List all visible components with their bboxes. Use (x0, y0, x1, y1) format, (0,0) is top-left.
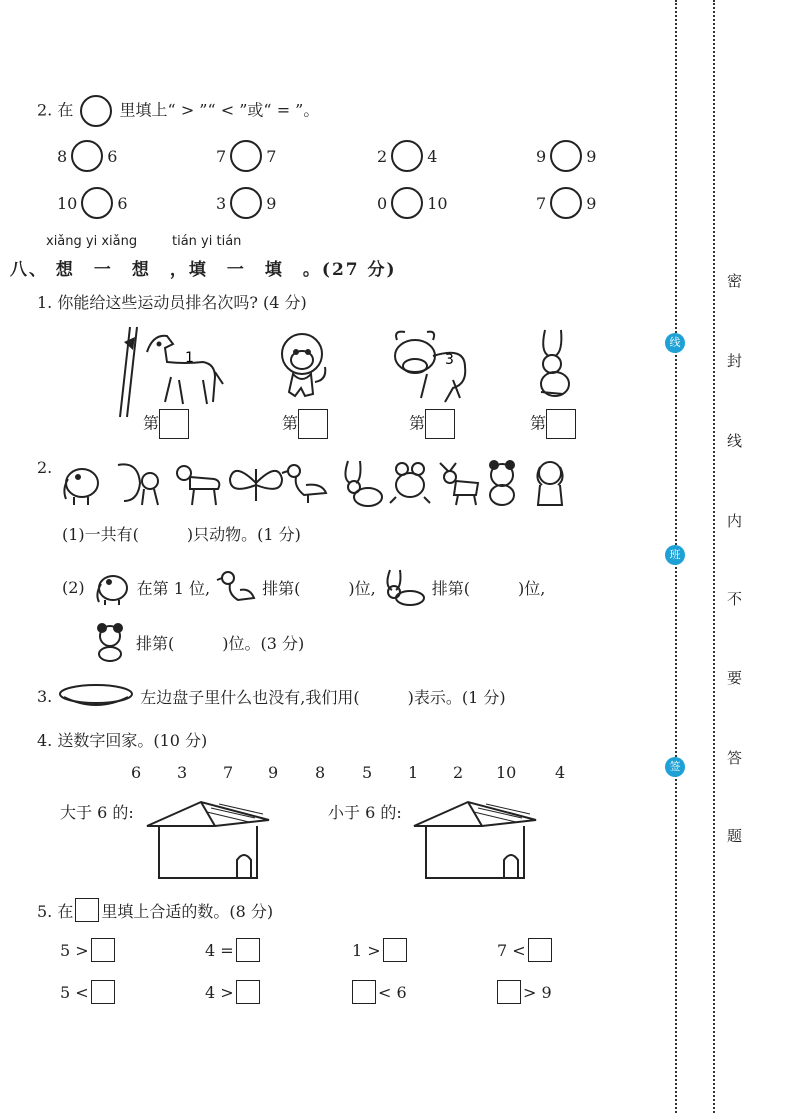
s8q3 (37, 683, 506, 709)
elephant-icon (64, 469, 98, 505)
rank-box[interactable] (546, 409, 576, 439)
cmp-right: 9 (586, 146, 597, 166)
duck-icon (282, 465, 326, 503)
fill-item[interactable] (205, 938, 260, 962)
number-item[interactable]: 5 (362, 763, 373, 782)
panda-icon (90, 622, 130, 662)
marker-3: 签 (665, 757, 685, 777)
panda-icon (490, 461, 514, 505)
compare-item[interactable] (216, 140, 276, 172)
pinyin-xiang: xiǎng yi xiǎng (46, 234, 138, 249)
cow-icon (395, 332, 465, 402)
seal-char-1: 密 (727, 272, 743, 290)
rank-box[interactable] (159, 409, 189, 439)
cmp-left: 9 (536, 146, 547, 166)
q2-title-suffix: 里填上“ > ”“ < ”或“ = ”。 (119, 100, 320, 120)
butterfly-icon (230, 469, 282, 501)
rank-label: 第 (409, 413, 426, 433)
cmp-left: 3 (216, 193, 227, 213)
answer-circle[interactable] (391, 187, 423, 219)
rabbit-icon (382, 568, 426, 606)
number-item[interactable]: 6 (131, 763, 142, 782)
answer-circle[interactable] (550, 187, 582, 219)
less-than-6-label: 小于 6 的: (328, 803, 402, 822)
sub2-c: 排第( )位, (431, 578, 546, 598)
square-icon (75, 898, 99, 922)
monkey-icon (282, 334, 325, 396)
compare-item[interactable] (57, 140, 117, 172)
rank-slot[interactable] (530, 409, 576, 439)
compare-item[interactable] (57, 187, 128, 219)
answer-box[interactable] (497, 980, 521, 1004)
cmp-right: 6 (107, 146, 118, 166)
s8q5-prefix: 5. 在 (37, 901, 74, 921)
binding-line-outer (713, 0, 715, 1113)
rank-label: 第 (282, 413, 299, 433)
fill-left: 4 > (205, 982, 234, 1002)
rabbit-icon (345, 461, 382, 506)
fill-left: 5 < (60, 982, 89, 1002)
cmp-right: 7 (266, 146, 277, 166)
fill-item[interactable] (205, 980, 260, 1004)
squirrel-icon (118, 464, 158, 505)
answer-box[interactable] (236, 938, 260, 962)
rank-box[interactable] (425, 409, 455, 439)
fill-left: 5 > (60, 940, 89, 960)
s8q2-sub2-cont (90, 622, 304, 662)
answer-box[interactable] (91, 980, 115, 1004)
cmp-right: 9 (266, 193, 277, 213)
answer-box[interactable] (352, 980, 376, 1004)
sub2-prefix: (2) (62, 577, 85, 597)
sub2-b: 排第( )位, (262, 578, 376, 598)
answer-box[interactable] (91, 938, 115, 962)
number-item[interactable]: 3 (177, 763, 188, 782)
s8q2-label: 2. (37, 458, 53, 477)
seal-char-4: 内 (727, 512, 743, 530)
house-icon[interactable] (412, 798, 542, 880)
compare-item[interactable] (377, 187, 448, 219)
sub2-d: 排第( )位。(3 分) (136, 633, 305, 653)
cmp-left: 10 (57, 193, 78, 213)
number-item[interactable]: 2 (453, 763, 464, 782)
s8q5-suffix: 里填上合适的数。(8 分) (101, 901, 274, 921)
s8q3-label: 3. (37, 686, 53, 706)
answer-circle[interactable] (81, 187, 113, 219)
elephant-icon (91, 568, 131, 606)
sub2-a: 在第 1 位, (136, 578, 211, 598)
rabbit-icon (541, 330, 569, 396)
s8q4-title: 4. 送数字回家。(10 分) (37, 731, 208, 750)
answer-circle[interactable] (71, 140, 103, 172)
fill-item[interactable] (60, 938, 115, 962)
cmp-left: 8 (57, 146, 68, 166)
number-item[interactable]: 4 (555, 763, 566, 782)
animal-row (58, 455, 578, 510)
q2-title-prefix: 2. 在 (37, 100, 74, 120)
dog-icon (537, 462, 562, 505)
compare-item[interactable] (377, 140, 437, 172)
compare-item[interactable] (536, 187, 596, 219)
s8q1-title: 1. 你能给这些运动员排名次吗? (4 分) (37, 293, 307, 312)
s8q2-sub1: (1)一共有( )只动物。(1 分) (62, 525, 301, 544)
cow-number: 3 (445, 352, 454, 368)
marker-1: 线 (665, 333, 685, 353)
answer-box[interactable] (528, 938, 552, 962)
duck-icon (216, 568, 256, 606)
number-item[interactable]: 7 (223, 763, 234, 782)
fill-right: > 9 (523, 982, 552, 1002)
answer-circle[interactable] (230, 187, 262, 219)
answer-circle[interactable] (391, 140, 423, 172)
goat-icon (440, 463, 478, 505)
number-item[interactable]: 8 (315, 763, 326, 782)
seal-char-2: 封 (727, 352, 743, 370)
compare-item[interactable] (216, 187, 276, 219)
cmp-right: 9 (586, 193, 597, 213)
cmp-right: 10 (427, 193, 448, 213)
fill-left: 1 > (352, 940, 381, 960)
cmp-right: 4 (427, 146, 438, 166)
fill-right: < 6 (378, 982, 407, 1002)
plate-icon (58, 683, 134, 709)
horse-number: 1 (185, 350, 194, 366)
marker-2: 班 (665, 545, 685, 565)
fill-item[interactable] (352, 980, 407, 1004)
rank-label: 第 (530, 413, 547, 433)
fill-item[interactable] (497, 938, 552, 962)
horse-icon (177, 466, 219, 505)
house-icon[interactable] (145, 798, 275, 880)
answer-circle[interactable] (230, 140, 262, 172)
pinyin-tian: tián yi tián (172, 234, 242, 249)
frog-icon (390, 463, 430, 503)
s8q3-text: 左边盘子里什么也没有,我们用( )表示。(1 分) (140, 687, 506, 707)
answer-circle[interactable] (550, 140, 582, 172)
rank-box[interactable] (298, 409, 328, 439)
greater-than-6-label: 大于 6 的: (60, 803, 134, 822)
number-item[interactable]: 9 (268, 763, 279, 782)
number-item[interactable]: 1 (408, 763, 419, 782)
cmp-right: 6 (117, 193, 128, 213)
seal-char-5: 不 (727, 590, 743, 608)
compare-item[interactable] (536, 140, 596, 172)
cmp-left: 0 (377, 193, 388, 213)
horse-icon (147, 336, 223, 404)
s8q5-title (37, 898, 273, 922)
cmp-left: 7 (216, 146, 227, 166)
flag-icon (120, 327, 137, 417)
fill-left: 4 = (205, 940, 234, 960)
rank-slot[interactable] (409, 409, 455, 439)
fill-item[interactable] (60, 980, 115, 1004)
rank-slot[interactable] (143, 409, 189, 439)
seal-char-8: 题 (727, 827, 743, 845)
q2-title (37, 95, 319, 127)
seal-char-7: 答 (727, 749, 743, 767)
rank-label: 第 (143, 413, 160, 433)
circle-icon (80, 95, 112, 127)
answer-box[interactable] (236, 980, 260, 1004)
rank-slot[interactable] (282, 409, 328, 439)
answer-box[interactable] (383, 938, 407, 962)
fill-left: 7 < (497, 940, 526, 960)
cmp-left: 7 (536, 193, 547, 213)
cmp-left: 2 (377, 146, 388, 166)
fill-item[interactable] (352, 938, 407, 962)
number-item[interactable]: 10 (496, 763, 517, 782)
fill-item[interactable] (497, 980, 552, 1004)
seal-char-6: 要 (727, 669, 743, 687)
seal-char-3: 线 (727, 432, 743, 450)
section-title: 八、 想 一 想 ，填 一 填 。(27 分) (10, 260, 397, 280)
s8q2-sub2 (62, 568, 545, 606)
